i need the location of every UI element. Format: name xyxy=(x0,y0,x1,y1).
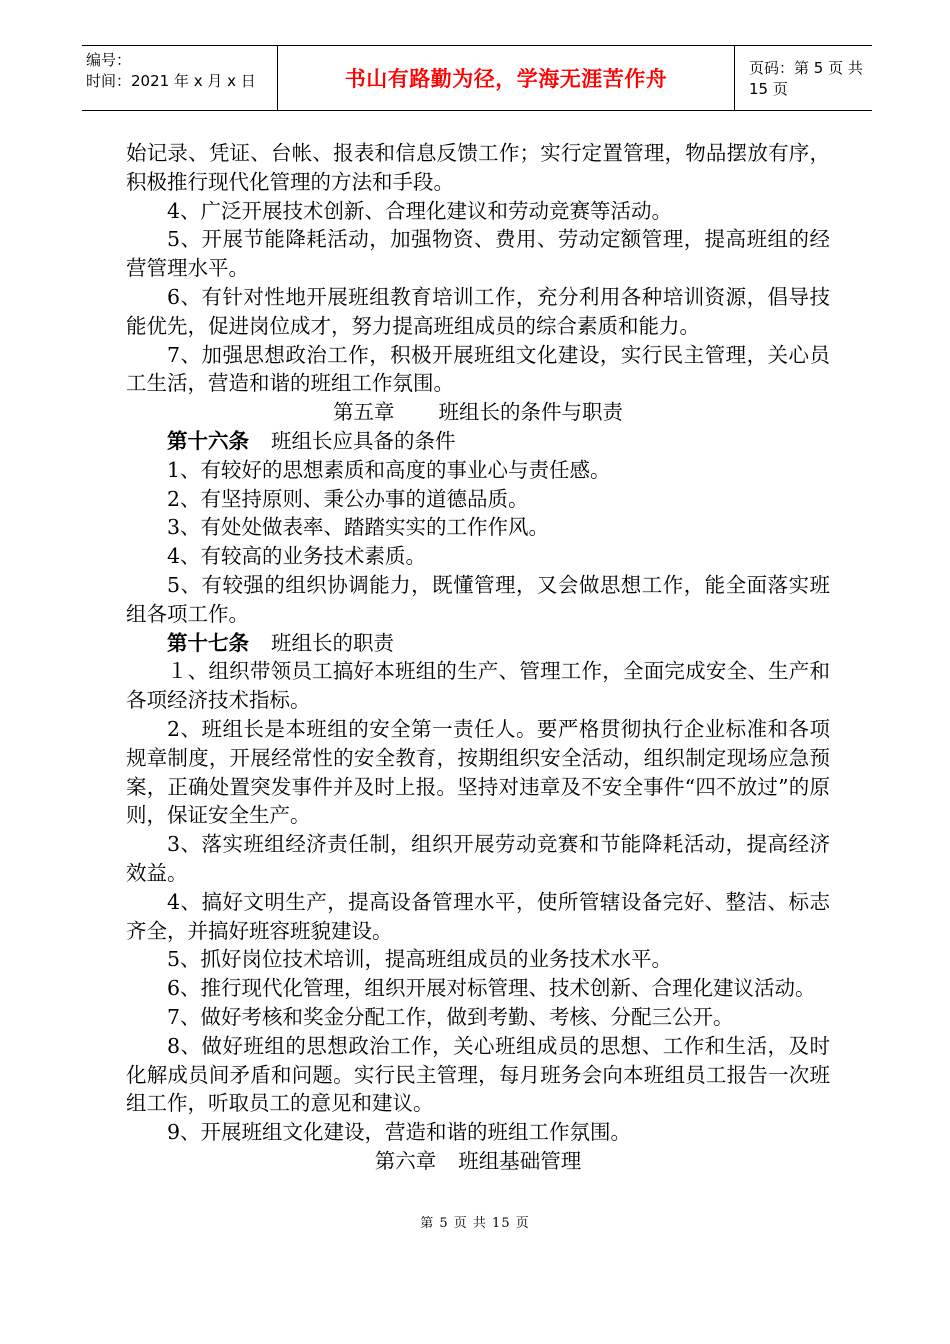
list-item: 4、搞好文明生产，提高设备管理水平，使所管辖设备完好、整洁、标志齐全，并搞好班容班貌建设。 xyxy=(126,889,830,943)
document-body xyxy=(126,139,830,1176)
header-page-label: 页码：第 5 页 共 15 页 xyxy=(749,59,863,98)
list-item: 5、抓好岗位技术培训，提高班组成员的业务技术水平。 xyxy=(167,947,673,972)
list-item: １、组织带领员工搞好本班组的生产、管理工作，全面完成安全、生产和各项经济技术指标。 xyxy=(126,659,830,713)
chapter-title: 班组长的条件与职责 xyxy=(438,400,623,425)
page-header xyxy=(82,45,872,111)
header-meta xyxy=(82,46,277,110)
chapter-title: 班组基础管理 xyxy=(458,1148,582,1173)
document-number-label: 编号： xyxy=(86,51,132,69)
header-motto: 书山有路勤为径，学海无涯苦作舟 xyxy=(277,46,735,110)
chapter-heading xyxy=(126,1147,830,1176)
paragraph: 始记录、凭证、台帐、报表和信息反馈工作；实行定置管理，物品摆放有序，积极推行现代化管理的方法和手段。 xyxy=(126,141,830,194)
article-heading xyxy=(126,629,830,658)
article-number: 第十七条 xyxy=(167,630,249,655)
article-title: 班组长的职责 xyxy=(271,630,394,655)
list-item: 6、推行现代化管理，组织开展对标管理、技术创新、合理化建议活动。 xyxy=(167,976,816,1001)
list-item: 8、做好班组的思想政治工作，关心班组成员的思想、工作和生活，及时化解成员间矛盾和问题。实行民主管理，每月班务会向本班组员工报告一次班组工作，听取员工的意见和建议。 xyxy=(126,1033,830,1116)
chapter-number: 第五章 xyxy=(333,400,395,425)
list-item: 3、有处处做表率、踏踏实实的工作作风。 xyxy=(167,515,550,540)
page-footer: 第 5 页 共 15 页 xyxy=(420,1216,530,1231)
paragraph: 7、加强思想政治工作，积极开展班组文化建设，实行民主管理，关心员工生活，营造和谐的班组工作氛围。 xyxy=(126,342,830,396)
list-item: 4、有较高的业务技术素质。 xyxy=(167,544,427,569)
paragraph: 4、广泛开展技术创新、合理化建议和劳动竞赛等活动。 xyxy=(167,198,673,223)
chapter-heading xyxy=(126,398,830,427)
list-item: 2、班组长是本班组的安全第一责任人。要严格贯彻执行企业标准和各项规章制度，开展经常性的安全教育，按期组织安全活动，组织制定现场应急预案，正确处置突发事件并及时上报。坚持对违章及不安全事件“四不放过”的原则，保证安全生产。 xyxy=(126,716,830,828)
chapter-number: 第六章 xyxy=(374,1148,437,1173)
article-heading xyxy=(126,427,830,456)
article-number: 第十六条 xyxy=(167,428,249,453)
list-item: 3、落实班组经济责任制，组织开展劳动竞赛和节能降耗活动，提高经济效益。 xyxy=(126,832,830,885)
list-item: 5、有较强的组织协调能力，既懂管理，又会做思想工作，能全面落实班组各项工作。 xyxy=(126,572,830,626)
list-item: 1、有较好的思想素质和高度的事业心与责任感。 xyxy=(167,457,611,482)
article-title: 班组长应具备的条件 xyxy=(271,428,456,453)
paragraph: 6、有针对性地开展班组教育培训工作，充分利用各种培训资源，倡导技能优先，促进岗位成才，努力提高班组成员的综合素质和能力。 xyxy=(126,284,830,338)
list-item: 7、做好考核和奖金分配工作，做到考勤、考核、分配三公开。 xyxy=(167,1004,734,1029)
list-item: 2、有坚持原则、秉公办事的道德品质。 xyxy=(167,486,529,511)
document-time-label: 时间：2021 年 x 月 x 日 xyxy=(86,72,256,90)
paragraph: 5、开展节能降耗活动，加强物资、费用、劳动定额管理，提高班组的经营管理水平。 xyxy=(126,227,830,281)
list-item: 9、开展班组文化建设，营造和谐的班组工作氛围。 xyxy=(167,1120,632,1145)
